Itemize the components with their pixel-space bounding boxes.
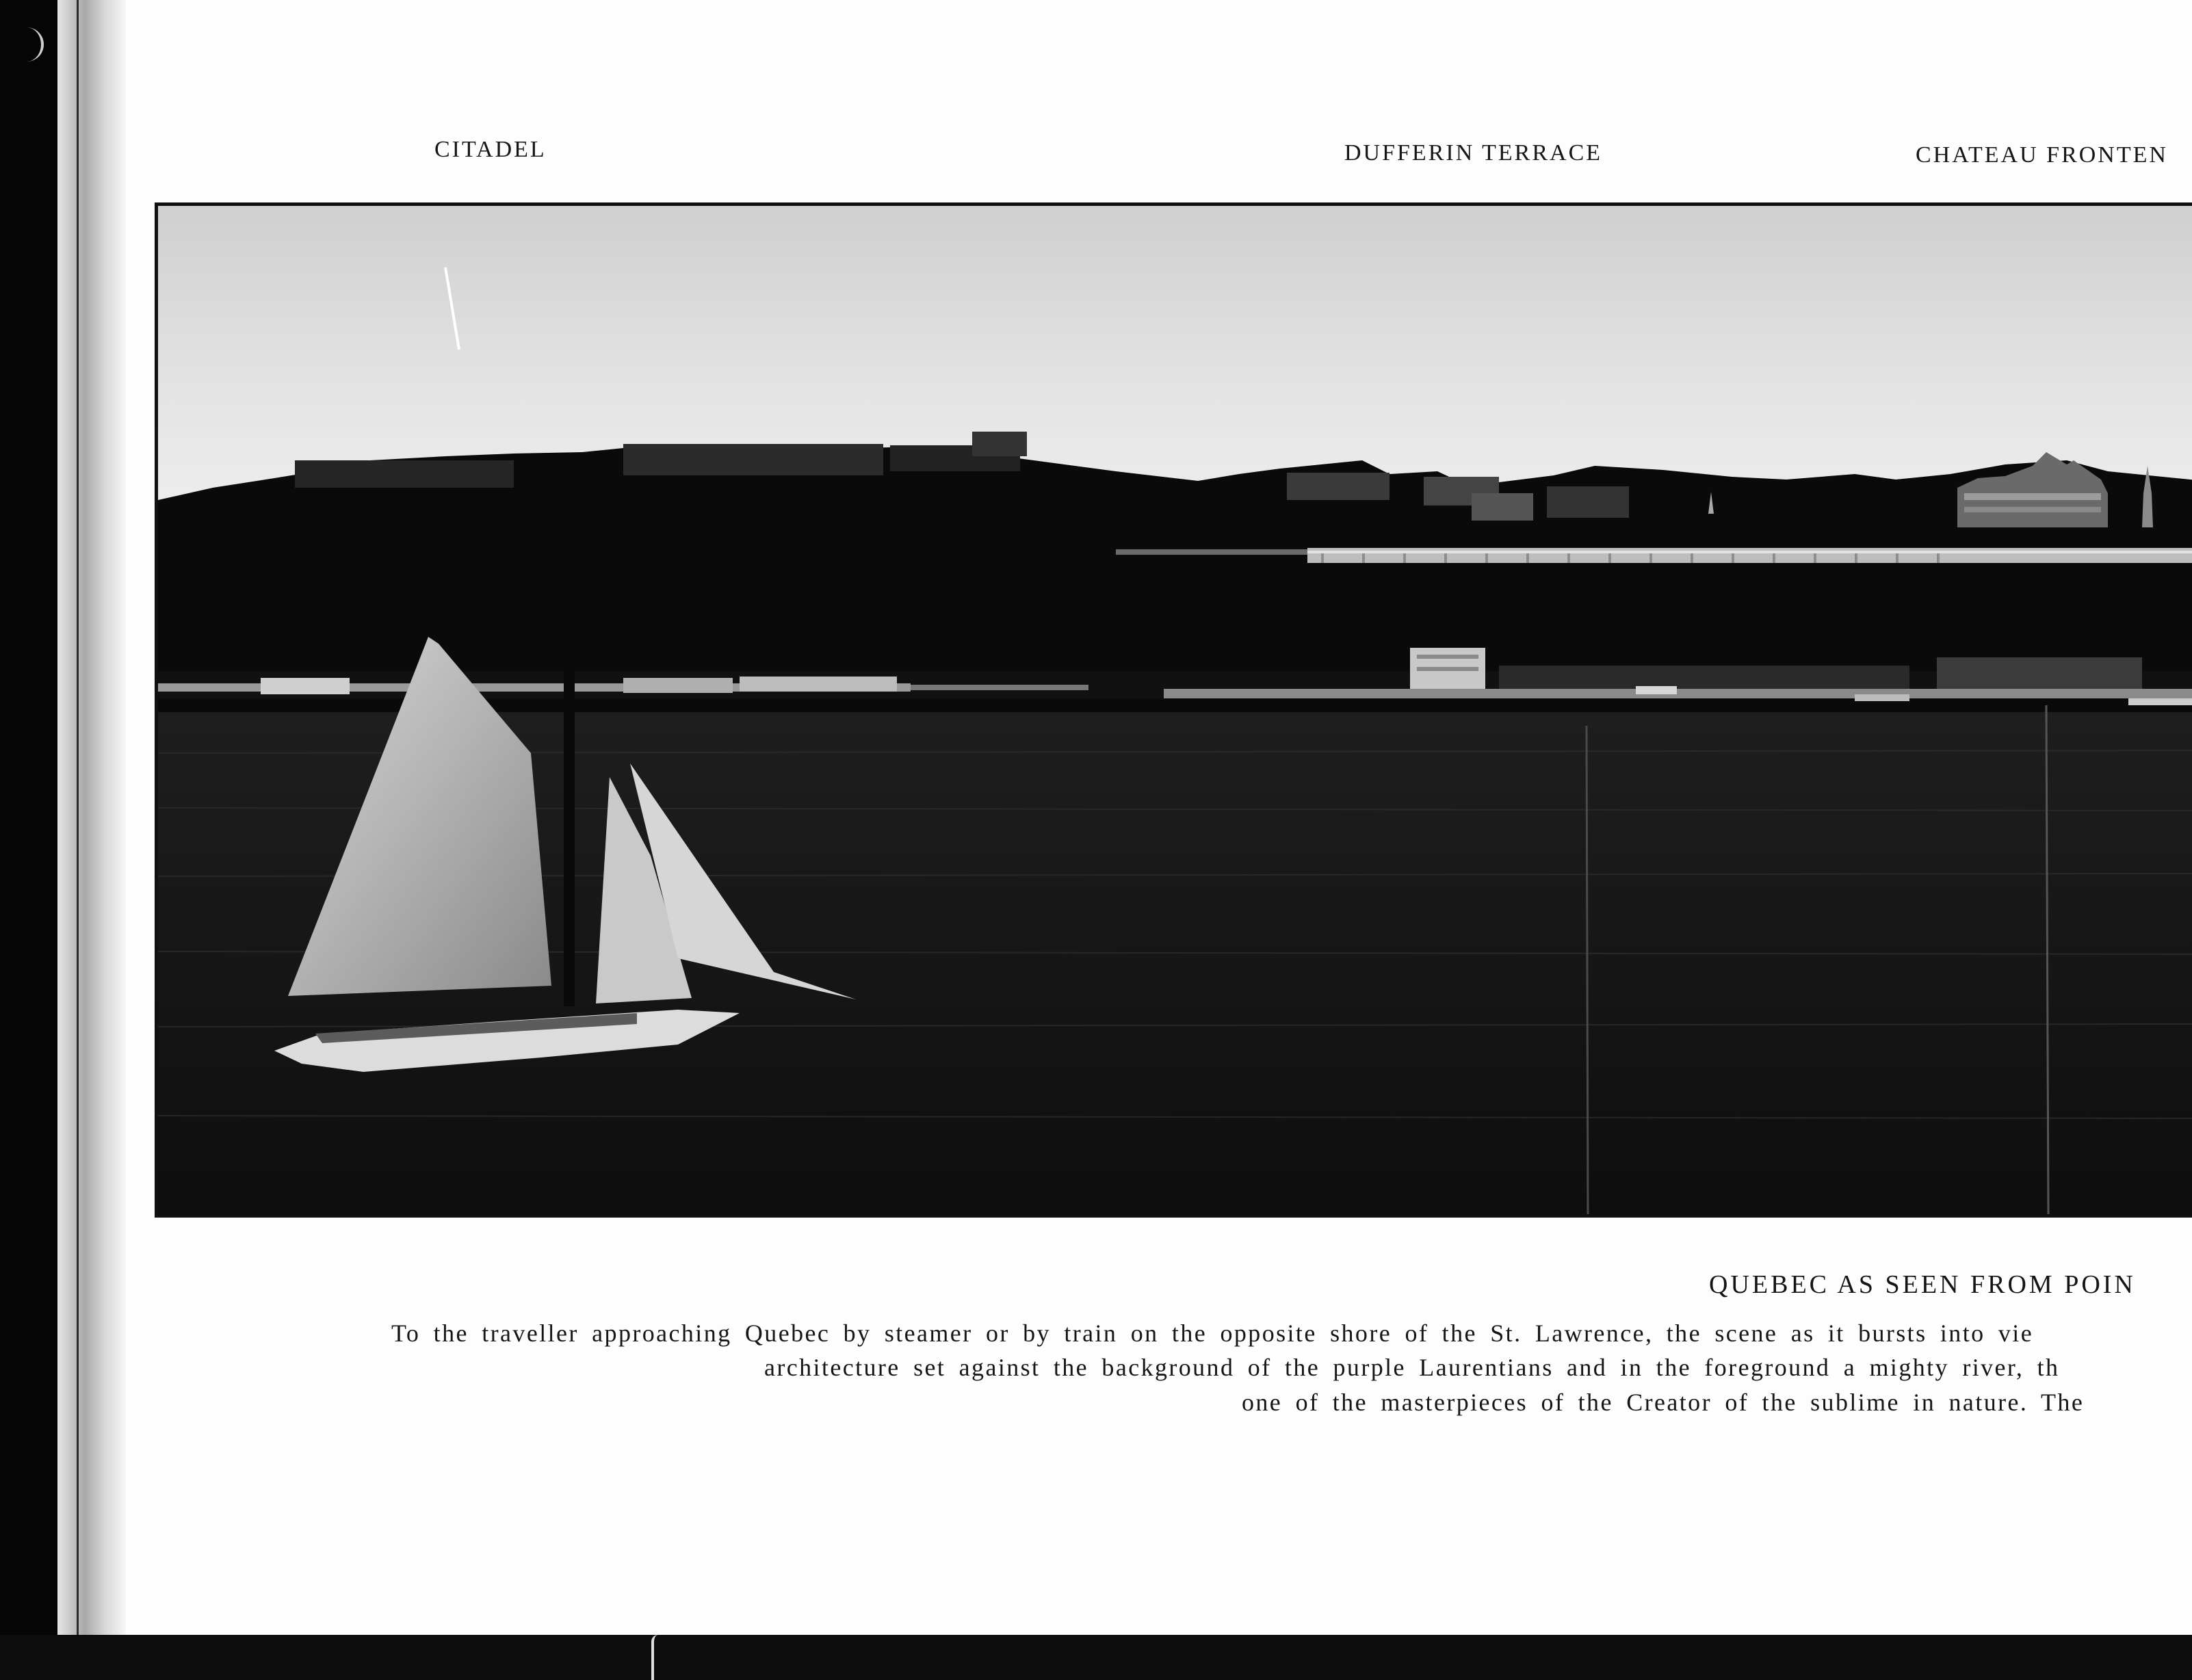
caption-body-line: one of the masterpieces of the Creator of the sublime in nature. The — [1242, 1389, 2085, 1416]
page-fold-line — [77, 0, 79, 1635]
sailboat-mast — [564, 664, 575, 1006]
scanner-border-bottom — [0, 1635, 2192, 1680]
caption-title: QUEBEC AS SEEN FROM POIN — [1709, 1270, 2136, 1299]
photograph-image — [158, 206, 2192, 1214]
citadel-barracks — [623, 444, 883, 475]
scan-artifact — [21, 27, 44, 62]
label-chateau-frontenac: CHATEAU FRONTEN — [1916, 142, 2168, 168]
scanner-border — [0, 0, 57, 1680]
page-binding-shadow — [57, 0, 126, 1635]
photograph-quebec-panorama — [155, 202, 2192, 1218]
label-citadel: CITADEL — [434, 137, 547, 162]
dufferin-terrace — [1307, 548, 2192, 563]
citadel-buildings — [295, 460, 514, 488]
page-curl-artifact — [651, 1635, 661, 1680]
label-dufferin-terrace: DUFFERIN TERRACE — [1344, 140, 1603, 166]
caption-body-line: architecture set against the background of the purple Laurentians and in the foreground a mighty river, th — [764, 1354, 2060, 1381]
caption-body-line: To the traveller approaching Quebec by steamer or by train on the opposite shore of the St. Lawrence, the scene as it bursts into vie — [391, 1320, 2034, 1347]
